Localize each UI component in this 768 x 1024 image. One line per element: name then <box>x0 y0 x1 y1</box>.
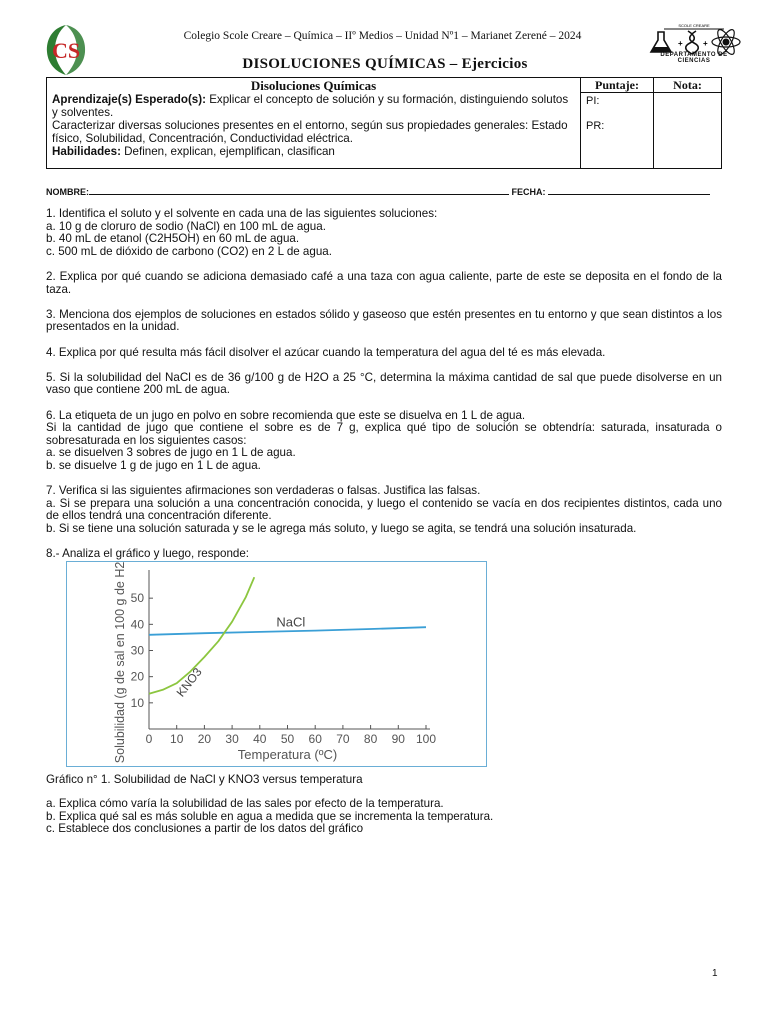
header-school-line: Colegio Scole Creare – Química – IIº Medios – Unidad Nº1 – Marianet Zerené – 2024 <box>183 30 582 42</box>
x-tick-label: 90 <box>391 732 405 746</box>
x-tick-label: 100 <box>415 732 437 746</box>
solubility-chart-frame <box>66 561 487 767</box>
question-7-b: b. Si se tiene una solución saturada y se le agrega más soluto, y luego se agita, se tendrá una solución insaturada. <box>46 521 637 535</box>
x-tick-label: 40 <box>253 732 267 746</box>
series-label-nacl: NaCl <box>276 614 306 630</box>
pr-label: PR: <box>586 120 605 132</box>
learning-text-2: Caracterizar diversas soluciones presentes en el entorno, según sus propiedades generales: Estado físico, Solubilidad, Concentración, Conductividad eléctrica. <box>52 119 568 145</box>
learning-objective <box>52 93 575 119</box>
logo-school-text: SCOLE CREARE <box>678 23 710 28</box>
question-2: 2. Explica por qué cuando se adiciona demasiado café a una taza con agua caliente, parte de este se deposita en el fondo de la taza. <box>46 269 722 296</box>
learning-text-1: Explicar el concepto de solución y su formación, distinguiendo solutos y solventes. <box>52 93 569 119</box>
x-tick-label: 10 <box>170 732 184 746</box>
y-tick-label: 50 <box>130 591 144 606</box>
question-7-a: a. Si se prepara una solución a una concentración conocida, y luego el contenido se vacía en dos recipientes distintos, cada uno de ellos tendrá una concentración diferente. <box>46 496 722 523</box>
subject-title: Disoluciones Químicas <box>250 78 377 93</box>
question-1-prompt: 1. Identifica el soluto y el solvente en cada una de las siguientes soluciones: <box>46 207 438 220</box>
score-cell <box>581 78 654 168</box>
page-title: DISOLUCIONES QUÍMICAS – Ejercicios <box>242 56 528 72</box>
x-tick-label: 0 <box>145 732 153 746</box>
chart-questions <box>46 798 722 836</box>
question-6-b: b. se disuelve 1 g de jugo en 1 L de agua. <box>46 458 261 472</box>
learning-label: Aprendizaje(s) Esperado(s): <box>52 93 206 106</box>
question-3: 3. Menciona dos ejemplos de soluciones en estados sólido y gaseoso que estén presentes en tu entorno y que sean distintos a los presentados en la unidad. <box>46 307 722 334</box>
info-table <box>46 77 722 169</box>
question-1-b: b. 40 mL de etanol (C2H5OH) en 60 mL de agua. <box>46 232 300 246</box>
x-tick-label: 50 <box>280 732 295 746</box>
objectives-cell <box>47 78 581 168</box>
chart-caption: Gráfico n° 1. Solubilidad de NaCl y KNO3 versus temperatura <box>46 773 363 786</box>
chart-question-b: b. Explica qué sal es más soluble en agua a medida que se incrementa la temperatura. <box>46 809 494 823</box>
solubility-chart <box>67 562 485 765</box>
score-header: Puntaje: <box>581 78 653 93</box>
skills <box>52 145 575 158</box>
grade-cell <box>654 78 721 168</box>
y-tick-label: 40 <box>130 617 144 632</box>
name-field[interactable] <box>89 185 509 195</box>
y-tick-label: 10 <box>130 695 144 710</box>
name-label: NOMBRE: <box>46 187 89 197</box>
x-tick-label: 20 <box>197 732 212 746</box>
y-tick-label: 20 <box>130 669 144 684</box>
pi-label: PI: <box>586 95 600 107</box>
question-7-intro: 7. Verifica si las siguientes afirmaciones son verdaderas o falsas. Justifica las falsas. <box>46 484 481 498</box>
grade-header: Nota: <box>654 78 721 93</box>
x-tick-label: 70 <box>336 732 350 746</box>
question-1-a: a. 10 g de cloruro de sodio (NaCl) en 100 mL de agua. <box>46 219 326 233</box>
x-tick-label: 80 <box>363 732 378 746</box>
skills-text: Definen, explican, ejemplifican, clasifican <box>120 145 335 158</box>
question-8: 8.- Analiza el gráfico y luego, responde: <box>46 547 250 561</box>
student-fields <box>46 185 722 197</box>
skills-label: Habilidades: <box>52 145 121 158</box>
question-6 <box>46 410 722 473</box>
question-6-a: a. se disuelven 3 sobres de jugo en 1 L de agua. <box>46 446 296 460</box>
date-field[interactable] <box>548 185 710 195</box>
question-5: 5. Si la solubilidad del NaCl es de 36 g/100 g de H2O a 25 °C, determina la máxima cantidad de sal que puede disolverse en un vaso que contiene 200 mL de agua. <box>46 370 722 397</box>
date-label: FECHA: <box>511 187 546 197</box>
chart-question-a: a. Explica cómo varía la solubilidad de las sales por efecto de la temperatura. <box>46 797 444 810</box>
y-axis-label: Solubilidad (g de sal en 100 g de H2O) <box>113 562 127 764</box>
question-6-intro: 6. La etiqueta de un jugo en polvo en sobre recomienda que este se disuelva en 1 L de agua. <box>46 408 526 422</box>
question-6-body: Si la cantidad de jugo que contiene el sobre es de 7 g, explica qué tipo de solución se obtendría: saturada, insaturada o sobresaturada en los siguientes casos: <box>46 421 722 447</box>
question-4: 4. Explica por qué resulta más fácil disolver el azúcar cuando la temperatura del agua del té es más elevada. <box>46 345 606 359</box>
question-1 <box>46 208 722 258</box>
questions <box>46 208 722 573</box>
svg-text:+: + <box>678 39 683 48</box>
svg-text:CS: CS <box>51 38 81 63</box>
department-label: DEPARTAMENTO DE CIENCIAS <box>660 52 728 64</box>
y-tick-label: 30 <box>130 643 144 658</box>
svg-text:+: + <box>703 39 708 48</box>
x-tick-label: 30 <box>225 732 239 746</box>
question-1-c: c. 500 mL de dióxido de carbono (CO2) en 2 L de agua. <box>46 244 332 258</box>
page-number: 1 <box>712 968 718 979</box>
chart-question-c: c. Establece dos conclusiones a partir de los datos del gráfico <box>46 822 364 836</box>
series-label-kno3: KNO3 <box>173 665 205 700</box>
x-tick-label: 60 <box>308 732 322 746</box>
question-7 <box>46 485 722 535</box>
x-axis-label: Temperatura (ºC) <box>237 747 338 762</box>
